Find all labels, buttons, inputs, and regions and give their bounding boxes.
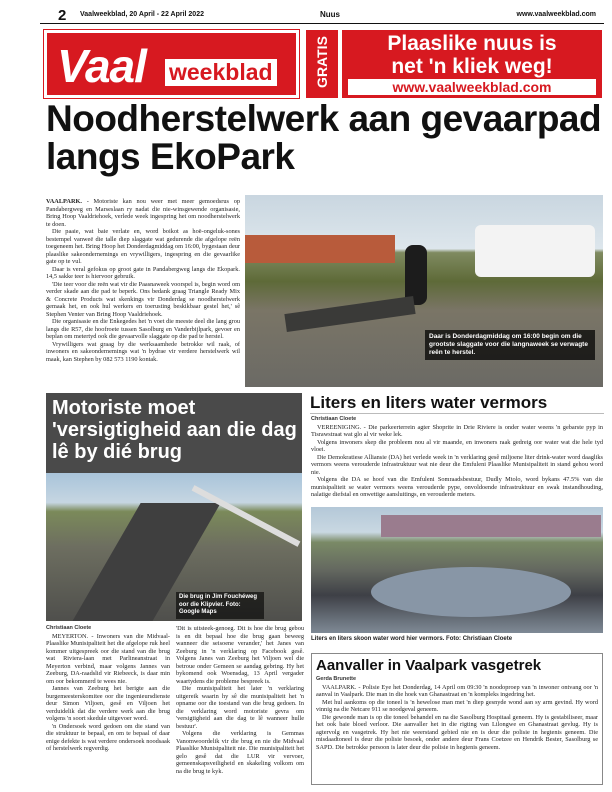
story3-body [311, 416, 603, 499]
story2-feature [46, 393, 302, 621]
story1-dateline: VAALPARK. [46, 198, 82, 205]
gratis-badge [306, 30, 338, 98]
story1-paragraph: Vrywilligers wat graag by die werksaamhede betrokke wil raak, of inwoners en sakeondernemings wat 'n bydrae vir verdere herstelwerk wil maak, kan Stephen by 082 573 1190 kontak. [46, 340, 240, 363]
story2-paragraph: 'n Ondersoek word gedoen om die stand van die struktuur te bepaal, en om te bepaal of daar enige defekte is wat verdere ondersoek noodsaak of herstelwerk regverdig. [46, 722, 170, 752]
story3-headline: Liters en liters water vermors [310, 393, 604, 414]
story4-headline: Aanvaller in Vaalpark vasgetrek [316, 657, 542, 674]
story2-paragraph: Volgens die verklaring is Gemmas Vanomwoordelik vir die brug en nie die Midvaal Plaaslike Munisipaliteit nie. Die munisipaliteit het gelo gesê dat die LUR vir vervoer, gemeenskapsveiligheid en skakeling volkom om na die brug te kyk. [176, 730, 304, 775]
story4-body [316, 676, 598, 751]
story3-byline: Christiaan Cloete [311, 416, 357, 422]
photo-truck [475, 225, 595, 277]
promo-line-2: net 'n kliek weg! [391, 55, 553, 78]
page-number: 2 [58, 7, 67, 24]
story3-paragraph: VEREENIGING. - Die parkeerterrein agter Shoprite in Drie Riviere is onder water weens 'n gebarste pyp in Tisrawstraat wat glo al vir weke lek. [311, 423, 603, 438]
story2-paragraph: MEYERTON. - Inwoners van die Midvaal-Plaaslike Munisipaliteit het die afgelope ruk heel kommer uitgespreek oor die stand van die brug wat Riviera-laan met Parlineanstraat in Meyerton verbind, maar volgens Jannes van Zeeburg, DA-raadslid vir Riebeeck, is daar min om oor bekommerd te wees nie. [46, 632, 170, 685]
photo-house [245, 235, 395, 263]
story2-headline: Motoriste moet 'versigtigheid aan die dag lê by dié brug [52, 397, 297, 463]
story3-photo-caption: Liters en liters skoon water word hier vermors. Foto: Christiaan Cloete [311, 636, 513, 642]
promo-line-1: Plaaslike nuus is [387, 32, 557, 55]
masthead [44, 30, 602, 98]
story4-paragraph: VAALPARK. - Polisie Eye het Donderdag, 14 April om 09:30 'n noodoproep van 'n inwoner ontvang oor 'n aanval in Vaalpark. Die man in die hoek van Ghanastraat en 'n kompleks ingedring het. [316, 683, 598, 698]
story2-paragraph: Die munisipaliteit het later 'n verklaring uitgereik waarin hy sê die munisipaliteit het 'n opname oor die toestand van die brug gedoen. In die verklaring word motoriste gevra om 'versigtigheid aan die dag te lê wanneer hulle bestuur'. [176, 685, 304, 730]
story3-paragraph: Volgens inwoners skep die probleem nou al vir maande, en inwoners raak gedreig oor water wat die hele tyd vloei. [311, 438, 603, 453]
story1-paragraph: Die organisasie en die Enkegedes het 'n voet die meeste deel die lang grou langs die R57, die hoofroete tussen Sasolburg en Vanderbijlpark, gevoer en beplan om metertyd ook die gevaarvolle slaggate op die pad te herstel. [46, 318, 240, 340]
gratis-text: GRATIS [314, 36, 330, 88]
story4-paragraph: Met hul aankoms op die toneel is 'n hewelose man met 'n diep gesnyde wond aan sy arm gevind. Hy word vinnig na die Netcare 911 se noodgeval geneem. [316, 698, 598, 713]
story1-paragraph: 'Die teer voor die reën wat vir die Paasnaweek voorspel is, begin word om verder skade aan die pad te beperk. Ons bedank graag Triangle Ready Mix & Concrete Products wat skenkings vir Donderdag se noodherstelwerk gemaak het, en ook hul werkers en toerusting beskikbaar gestel het,' sê Stephen Venter van Bring Hoop Vaaldriehoek. [46, 280, 240, 318]
story1-body [46, 198, 240, 363]
website-link[interactable]: www.vaalweekblad.com [516, 11, 596, 18]
logo-weekblad: weekblad [165, 59, 277, 86]
photo-wall [381, 515, 601, 537]
story4-paragraph: Die gewonde man is op die toneel behandel en na die Sasolburg Hospitaal geneem. Hy is gestabiliseer, maar het ook baie bloed verloor. Die aanvaller het in die rigting van Lilongwe en Ghanastraat gevlug. Hy is agtervolg en vasgetrek. Hy het nie weerstand gebied nie en is deur die polisie in hegtenis geneem. Die misdaadtoneel is deur die polisie besoek, onder andere deur Frans Coetzee en Hendrik Bester, Sasolburg se SAPD. Die betrokke persoon is later deur die polisie in hegtenis geneem. [316, 713, 598, 751]
story2-col-2 [176, 625, 304, 775]
story2-paragraph: Jannes van Zeeburg het berigte aan die burgemeesterskomitee oor die ingenieursdienste deur Simon Viljoen, gesê en Viljoen het verduidelik dat die verdere werk aan die brug volgens 'n soort skedule uitgevoer word. [46, 685, 170, 722]
main-headline: Noodherstelwerk aan gevaarpad langs EkoPark [46, 98, 602, 177]
vaalweekblad-logo [44, 30, 299, 98]
story4-byline: Gerda Brunette [316, 676, 357, 682]
story3-photo [311, 507, 603, 633]
logo-vaal: Vaal [57, 40, 146, 92]
story1-paragraph: Daar is veral gefokus op groot gate in Pandabergweg langs die Ekopark. 14,5 sakke teer is hiervoor gebruik. [46, 265, 240, 280]
story3-paragraph: Volgens die DA se hoof van die Emfuleni Somraadsbestuur, Dudly Mtolo, word bykans 47.5% van die munisipaliteit se water vermors weens verouderde pype, onvoldoende infrastruktuur en swak instandhouding, nalatige diefstal en onwettige aansluitings, en verouderde meters. [311, 476, 603, 498]
story2-col-1 [46, 625, 170, 753]
story3-paragraph: Die Demokratiese Alliansie (DA) het verlede week in 'n verklaring gesê miljoene liter drink-water word daagliks vermors weens verouderde infrastruktuur wat nie deur die Emfuleni Plaaslike Munisipaliteit in stand gehou word nie. [311, 453, 603, 476]
story1-photo-caption: Daar is Donderdagmiddag om 16:00 begin om die grootste slaggate voor die langnaweek se verwagte reën te herstel. [425, 330, 595, 360]
photo-pipe [284, 296, 415, 332]
story4-box [311, 653, 603, 785]
story2-byline: Christiaan Cloete [46, 625, 92, 631]
section-name: Nuus [320, 10, 340, 19]
promo-banner[interactable] [342, 30, 602, 98]
story2-paragraph: 'Dit is uitsteek-genoeg. Dit is hoe die brug gebou is en dit bepaal hoe die brug gaan beweeg wanneer die seisoene verander,' het Janes van Zeeburg in 'n verklaring op Facebook gesê. Volgens Janes van Zeeburg het Viljoen wel die betroue onder Gemeen se aandag gebring. Hy het bykomend ook Woensdag, 13 April vergader waartydens die probleme bespreek is. [176, 625, 304, 685]
page-header [40, 8, 604, 24]
story1-paragraph: VAALPARK. - Motoriste kan nou weer met meer gemoedsrus op Pandabergweg en Marseslaan ry nadat die nie-winsgewende organisasie, Bring Hoop Vaaldriehoek, verlede week ingespring het om noodherstelwerk te doen. [46, 198, 240, 228]
publication-date: Vaalweekblad, 20 April - 22 April 2022 [80, 11, 204, 18]
photo-water [371, 567, 571, 617]
story1-paragraph: Die paaie, wat baie verlate en, word boikot as hoë-ongeluk-sones bestempel vanweë die talle diep slaggate wat gedurende die afgelope reën toegeneem het. Bring Hoop het Donderdagmiddag om 16:00, bygestaan deur plaaslike sakeondernemings en vrywilligers, ingespring en die gevaarlike gate op te vul. [46, 228, 240, 265]
promo-url[interactable]: www.vaalweekblad.com [348, 79, 596, 95]
story2-photo-caption: Die brug in Jim Fouchéweg oor die Klipvier. Foto: Google Maps [176, 592, 264, 619]
